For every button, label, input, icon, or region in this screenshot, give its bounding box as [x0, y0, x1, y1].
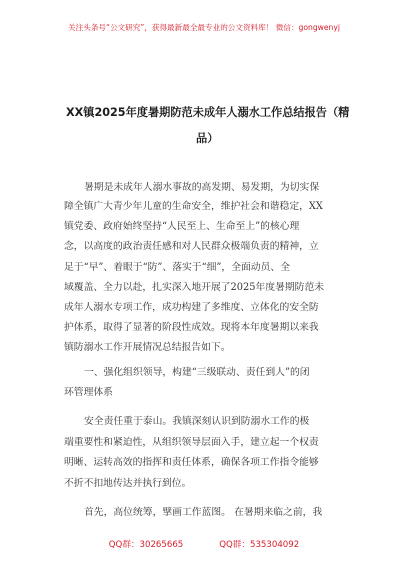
document-title-line-2: 品） [196, 132, 219, 145]
footer-qq-group-2: QQ群：535304092 [219, 540, 300, 550]
paragraph-line: 障全镇广大青少年儿童的生命安全，维护社会和谐稳定，XX [64, 201, 323, 212]
paragraph-line: 念，以高度的政治责任感和对人民群众极端负责的精神，立 [64, 241, 319, 252]
paragraph-line: 端重要性和紧迫性，从组织领导层面入手，建立起一个权责 [64, 437, 319, 448]
footer-qq-group-1: QQ群：30265665 [108, 540, 184, 550]
paragraph-line: 首先，高位统筹，擘画工作蓝图。 在暑期来临之前，我 [84, 507, 323, 518]
paragraph-line: 明晰、运转高效的指挥和责任体系，确保各项工作指令能够 [64, 457, 319, 468]
paragraph-line: 安全责任重于泰山。我镇深刻认识到防溺水工作的极 [84, 416, 310, 427]
header-note: 关注头条号“公文研究”，获得最新最全最专业的公文资料库！ 微信：gongwenyj [68, 23, 340, 32]
section-heading-line: 一、强化组织领导，构建“三级联动、责任到人”的闭 [84, 367, 310, 378]
paragraph-line: 成年人溺水专项工作，成功构建了多维度、立体化的安全防 [64, 302, 319, 313]
paragraph-line: 不折不扣地传达并执行到位。 [64, 478, 192, 489]
section-heading-line: 环管理体系 [64, 387, 113, 398]
paragraph-line: 护体系，取得了显著的阶段性成效。现将本年度暑期以来我 [64, 322, 319, 333]
footer [0, 538, 408, 550]
paragraph-line: 镇防溺水工作开展情况总结报告如下。 [64, 342, 231, 353]
paragraph-line: 域覆盖、全力以赴，扎实深入地开展了2025年度暑期防范未 [64, 282, 325, 293]
document-title-line-1: XX镇2025年度暑期防范未成年人溺水工作总结报告（精 [66, 106, 350, 119]
paragraph-line: 足于“早”、着眼于“防”、落实于“细”，全面动员、全 [64, 262, 290, 273]
paragraph-line: 暑期是未成年人溺水事故的高发期、易发期，为切实保 [84, 182, 320, 193]
paragraph-line: 镇党委、政府始终坚持“人民至上、生命至上”的核心理 [64, 221, 300, 232]
